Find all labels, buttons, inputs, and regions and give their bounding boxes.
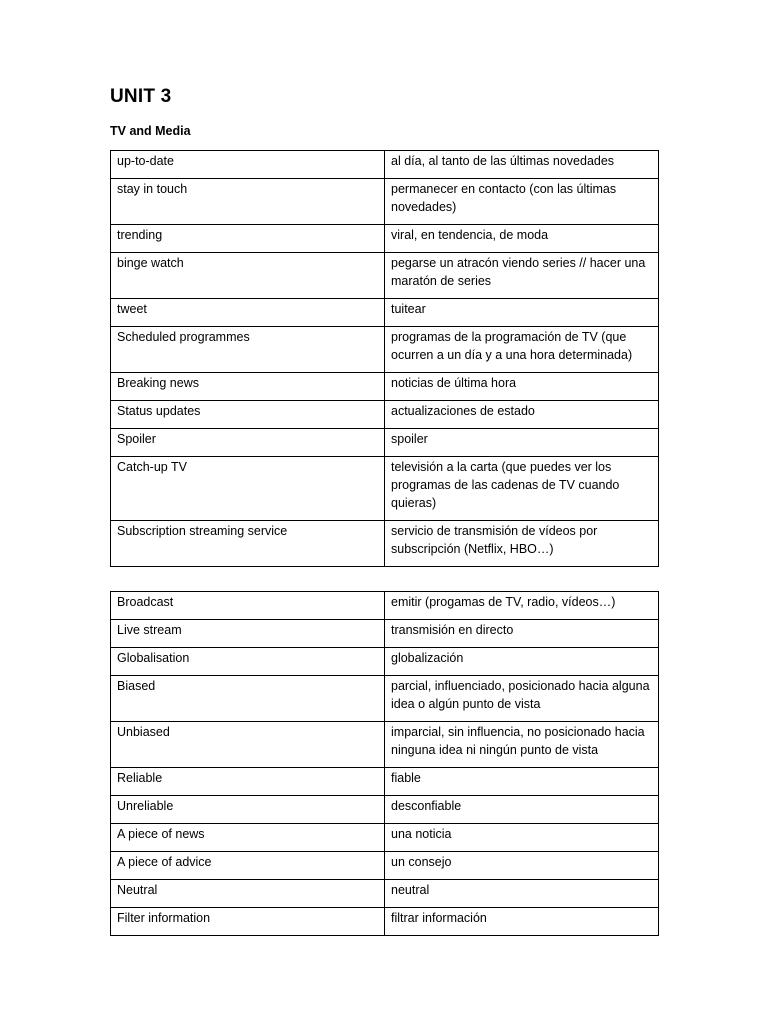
- table-row: [111, 373, 659, 401]
- term-cell: Reliable: [111, 768, 385, 796]
- term-cell: up-to-date: [111, 151, 385, 179]
- definition-cell: un consejo: [385, 852, 659, 880]
- table-row: [111, 327, 659, 373]
- table-row: [111, 179, 659, 225]
- vocabulary-table-2: [110, 591, 659, 936]
- table-row: [111, 225, 659, 253]
- definition-cell: emitir (progamas de TV, radio, vídeos…): [385, 592, 659, 620]
- definition-cell: viral, en tendencia, de moda: [385, 225, 659, 253]
- table-row: [111, 521, 659, 567]
- definition-cell: filtrar información: [385, 908, 659, 936]
- definition-cell: spoiler: [385, 429, 659, 457]
- page-title: UNIT 3: [110, 86, 172, 107]
- table-row: [111, 768, 659, 796]
- table-row: [111, 429, 659, 457]
- term-cell: A piece of advice: [111, 852, 385, 880]
- table-row: [111, 253, 659, 299]
- term-cell: binge watch: [111, 253, 385, 299]
- term-cell: Scheduled programmes: [111, 327, 385, 373]
- term-cell: Catch-up TV: [111, 457, 385, 521]
- definition-cell: parcial, influenciado, posicionado hacia alguna idea o algún punto de vista: [385, 676, 659, 722]
- table-row: [111, 852, 659, 880]
- term-cell: tweet: [111, 299, 385, 327]
- definition-cell: transmisión en directo: [385, 620, 659, 648]
- table-row: [111, 648, 659, 676]
- definition-cell: neutral: [385, 880, 659, 908]
- definition-cell: permanecer en contacto (con las últimas novedades): [385, 179, 659, 225]
- definition-cell: desconfiable: [385, 796, 659, 824]
- table-row: [111, 457, 659, 521]
- table-row: [111, 151, 659, 179]
- table-row: [111, 676, 659, 722]
- term-cell: Status updates: [111, 401, 385, 429]
- term-cell: Globalisation: [111, 648, 385, 676]
- definition-cell: servicio de transmisión de vídeos por subscripción (Netflix, HBO…): [385, 521, 659, 567]
- term-cell: trending: [111, 225, 385, 253]
- term-cell: Subscription streaming service: [111, 521, 385, 567]
- definition-cell: globalización: [385, 648, 659, 676]
- term-cell: Filter information: [111, 908, 385, 936]
- definition-cell: una noticia: [385, 824, 659, 852]
- term-cell: Unbiased: [111, 722, 385, 768]
- definition-cell: al día, al tanto de las últimas novedades: [385, 151, 659, 179]
- vocabulary-table-1: [110, 150, 659, 567]
- table-row: [111, 908, 659, 936]
- table-row: [111, 880, 659, 908]
- term-cell: Spoiler: [111, 429, 385, 457]
- term-cell: Unreliable: [111, 796, 385, 824]
- term-cell: Live stream: [111, 620, 385, 648]
- term-cell: Breaking news: [111, 373, 385, 401]
- table-row: [111, 299, 659, 327]
- term-cell: Neutral: [111, 880, 385, 908]
- definition-cell: actualizaciones de estado: [385, 401, 659, 429]
- term-cell: stay in touch: [111, 179, 385, 225]
- term-cell: A piece of news: [111, 824, 385, 852]
- definition-cell: tuitear: [385, 299, 659, 327]
- table-row: [111, 824, 659, 852]
- definition-cell: fiable: [385, 768, 659, 796]
- definition-cell: televisión a la carta (que puedes ver los programas de las cadenas de TV cuando quieras): [385, 457, 659, 521]
- table-row: [111, 401, 659, 429]
- table-row: [111, 592, 659, 620]
- term-cell: Broadcast: [111, 592, 385, 620]
- definition-cell: pegarse un atracón viendo series // hacer una maratón de series: [385, 253, 659, 299]
- table-row: [111, 796, 659, 824]
- section-subtitle: TV and Media: [110, 124, 191, 138]
- table-row: [111, 722, 659, 768]
- definition-cell: imparcial, sin influencia, no posicionado hacia ninguna idea ni ningún punto de vista: [385, 722, 659, 768]
- table-row: [111, 620, 659, 648]
- definition-cell: programas de la programación de TV (que ocurren a un día y a una hora determinada): [385, 327, 659, 373]
- term-cell: Biased: [111, 676, 385, 722]
- definition-cell: noticias de última hora: [385, 373, 659, 401]
